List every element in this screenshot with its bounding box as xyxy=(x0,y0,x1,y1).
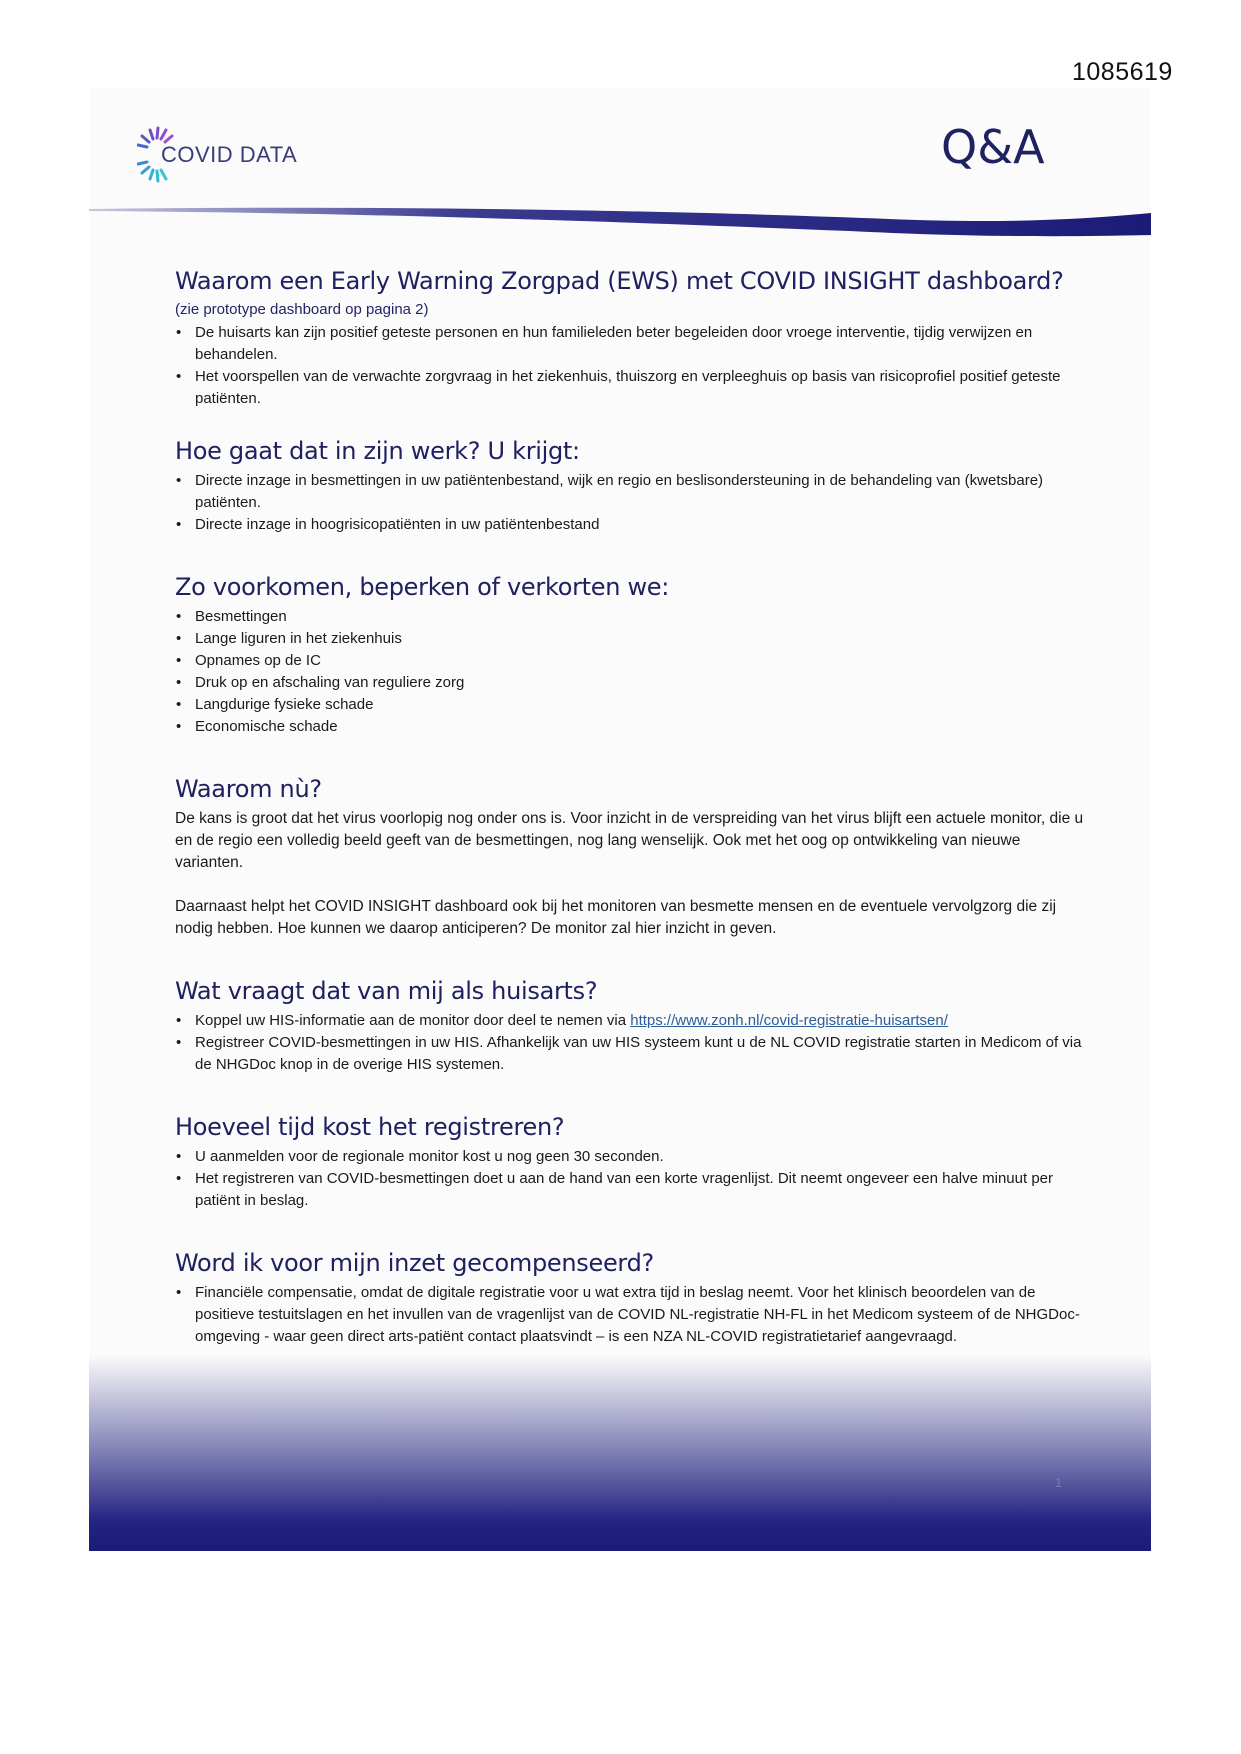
section-why-now xyxy=(175,774,1085,940)
list-item: • Het registreren van COVID-besmettingen doet u aan de hand van een korte vragenlijst. Dit neemt ongeveer een halve minuut per patiënt in beslag. xyxy=(175,1168,1085,1212)
list-item: • Registreer COVID-besmettingen in uw HIS. Afhankelijk van uw HIS systeem kunt u de NL COVID registratie starten in Medicom of via de NHGDoc knop in de overige HIS systemen. xyxy=(175,1032,1085,1076)
section-how xyxy=(175,436,1085,536)
bullet-list xyxy=(175,1146,1085,1212)
list-item: • Lange liguren in het ziekenhuis xyxy=(175,628,1085,650)
document-id: 1085619 xyxy=(1072,58,1173,86)
slide-page xyxy=(89,88,1151,1551)
bullet-list xyxy=(175,1010,1085,1076)
list-item: • Besmettingen xyxy=(175,606,1085,628)
section-title: Wat vraagt dat van mij als huisarts? xyxy=(175,977,598,1005)
section-prevent xyxy=(175,572,1085,738)
list-item: • Opnames op de IC xyxy=(175,650,1085,672)
list-item: • Economische schade xyxy=(175,716,1085,738)
list-item xyxy=(175,1010,1085,1032)
list-item: • Directe inzage in besmettingen in uw patiëntenbestand, wijk en regio en beslisondersteuning in de behandeling van (kwetsbare) patiënten. xyxy=(175,470,1085,514)
registration-link[interactable]: https://www.zonh.nl/covid-registratie-huisartsen/ xyxy=(630,1012,948,1029)
section-title: Word ik voor mijn inzet gecompenseerd? xyxy=(175,1249,654,1277)
bullet-list xyxy=(175,322,1085,410)
section-title: Zo voorkomen, beperken of verkorten we: xyxy=(175,573,670,601)
paragraph: De kans is groot dat het virus voorlopig nog onder ons is. Voor inzicht in de verspreiding van het virus blijft een actuele monitor, die u en de regio een volledig beeld geeft van de besmettingen, nog lang wenselijk. Ook met het oog op ontwikkeling van nieuwe varianten. xyxy=(175,810,1084,871)
section-compensation xyxy=(175,1248,1085,1348)
section-note: (zie prototype dashboard op pagina 2) xyxy=(175,301,429,318)
bullet-list xyxy=(175,470,1085,536)
paragraph: Daarnaast helpt het COVID INSIGHT dashboard ook bij het monitoren van besmette mensen en de eventuele vervolgzorg die zij nodig hebben. Hoe kunnen we daarop anticiperen? De monitor zal hier inzicht in geven. xyxy=(175,898,1057,937)
bullet-text: Koppel uw HIS-informatie aan de monitor door deel te nemen via xyxy=(195,1012,631,1029)
section-title: Hoeveel tijd kost het registreren? xyxy=(175,1113,565,1141)
list-item: • Het voorspellen van de verwachte zorgvraag in het ziekenhuis, thuiszorg en verpleeghuis op basis van risicoprofiel positief geteste patiënten. xyxy=(175,366,1085,410)
list-item: • Druk op en afschaling van reguliere zorg xyxy=(175,672,1085,694)
section-title: Waarom een Early Warning Zorgpad (EWS) met COVID INSIGHT dashboard? xyxy=(175,267,1064,295)
covid-data-logo xyxy=(137,124,307,184)
logo-text: COVID DATA xyxy=(161,142,298,167)
footer-gradient-band xyxy=(89,1355,1151,1551)
page-title: Q&A xyxy=(941,120,1045,174)
qa-content xyxy=(175,266,1085,1348)
bullet-list xyxy=(175,1282,1085,1348)
bullet-list xyxy=(175,606,1085,738)
list-item: • De huisarts kan zijn positief geteste personen en hun familieleden beter begeleiden door vroege interventie, tijdig verwijzen en behandelen. xyxy=(175,322,1085,366)
page-number: 1 xyxy=(1055,1475,1063,1490)
section-ews xyxy=(175,266,1085,410)
list-item: • Directe inzage in hoogrisicopatiënten in uw patiëntenbestand xyxy=(175,514,1085,536)
section-time xyxy=(175,1112,1085,1212)
section-gp-ask xyxy=(175,976,1085,1076)
list-item: • Financiële compensatie, omdat de digitale registratie voor u wat extra tijd in beslag neemt. Voor het klinisch beoordelen van de positieve testuitslagen en het invullen van de vragenlijst van de COVID NL-registratie NH-FL in het Medicom systeem of de NHGDoc-omgeving - waar geen direct arts-patiënt contact plaatsvindt – is een NZA NL-COVID registratietarief aangevraagd. xyxy=(175,1282,1085,1348)
list-item: • U aanmelden voor de regionale monitor kost u nog geen 30 seconden. xyxy=(175,1146,1085,1168)
list-item: • Langdurige fysieke schade xyxy=(175,694,1085,716)
section-title: Hoe gaat dat in zijn werk? U krijgt: xyxy=(175,437,580,465)
header-wave-band xyxy=(89,201,1151,241)
section-title: Waarom nù? xyxy=(175,775,322,803)
